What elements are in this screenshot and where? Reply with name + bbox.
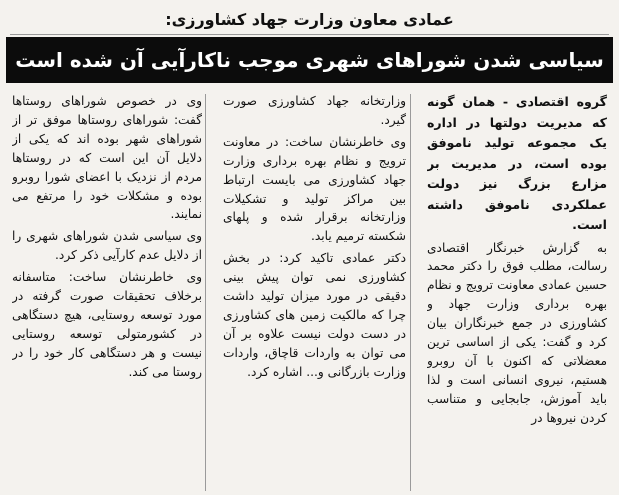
column-3-paragraph-3: وی خاطرنشان ساخت: متاسفانه برخلاف تحقیقات صورت گرفته در مورد توسعه روستایی، هیچ دستگاهی در کشورمتولی توسعه روستایی نیست و هر دستگاهی کار خود را در روستا می کند. xyxy=(12,270,202,379)
column-1-paragraph-2: به گزارش خبرنگار اقتصادی رسالت، مطلب فوق را دکتر محمد حسین عمادی معاونت ترویج و نظام بهره برداری وزارت جهاد و کشاورزی در جمع خبرنگاران بیان کرد و گفت: یکی از اساسی ترین معضلاتی که اکنون با آن روبرو هستیم، نیروی انسانی است و لذا باید آموزش، جابجایی و متناسب کردن نیروها در xyxy=(427,240,607,425)
article-lead: گروه اقتصادی - همان گونه که مدیریت دولتها در اداره یک مجموعه تولید ناموفق بوده است، در مدیریت بر مزارع بزرگ نیز دولت عملکردی ناموفق داشته است. xyxy=(427,94,607,232)
column-divider xyxy=(205,94,206,491)
column-2-paragraph-3: دکتر عمادی تاکید کرد: در بخش کشاورزی نمی توان پیش بینی دقیقی در مورد میزان تولید داشت چرا که مالکیت زمین های کشاورزی در دست دولت نیست علاوه بر آن می توان به واردات قاچاق، واردات وزارت بازرگانی و... اشاره کرد. xyxy=(223,251,406,379)
column-3-paragraph-1: وی در خصوص شوراهای روستاها گفت: شوراهای روستاها موفق تر از شوراهای شهر بوده اند که یکی از دلایل آن این است که در روستاها مردم از نزدیک با اعضای شورا روبرو بوده و مشکلات خود را مرتفع می نمایند. xyxy=(12,94,202,222)
article-column-3 xyxy=(12,92,202,491)
article-headline: سیاسی شدن شوراهای شهری موجب ناکارآیی آن شده است xyxy=(6,37,613,83)
column-3-paragraph-2: وی سیاسی شدن شوراهای شهری را از دلایل عدم کارآیی ذکر کرد. xyxy=(12,229,202,263)
article-column-2 xyxy=(223,92,406,491)
column-2-paragraph-1: وزارتخانه جهاد کشاورزی صورت گیرد. xyxy=(223,94,406,127)
column-2-paragraph-2: وی خاطرنشان ساخت: در معاونت ترویج و نظام بهره برداری وزارت جهاد کشاورزی می بایست ارتباط بین مراکز تولید و تشکیلات وزارتخانه برقرار شده و پلهای شکسته ترمیم یابد. xyxy=(223,134,406,244)
article-column-1 xyxy=(427,92,607,491)
column-divider xyxy=(410,94,411,491)
article-kicker: عمادی معاون وزارت جهاد کشاورزی: xyxy=(10,4,609,35)
